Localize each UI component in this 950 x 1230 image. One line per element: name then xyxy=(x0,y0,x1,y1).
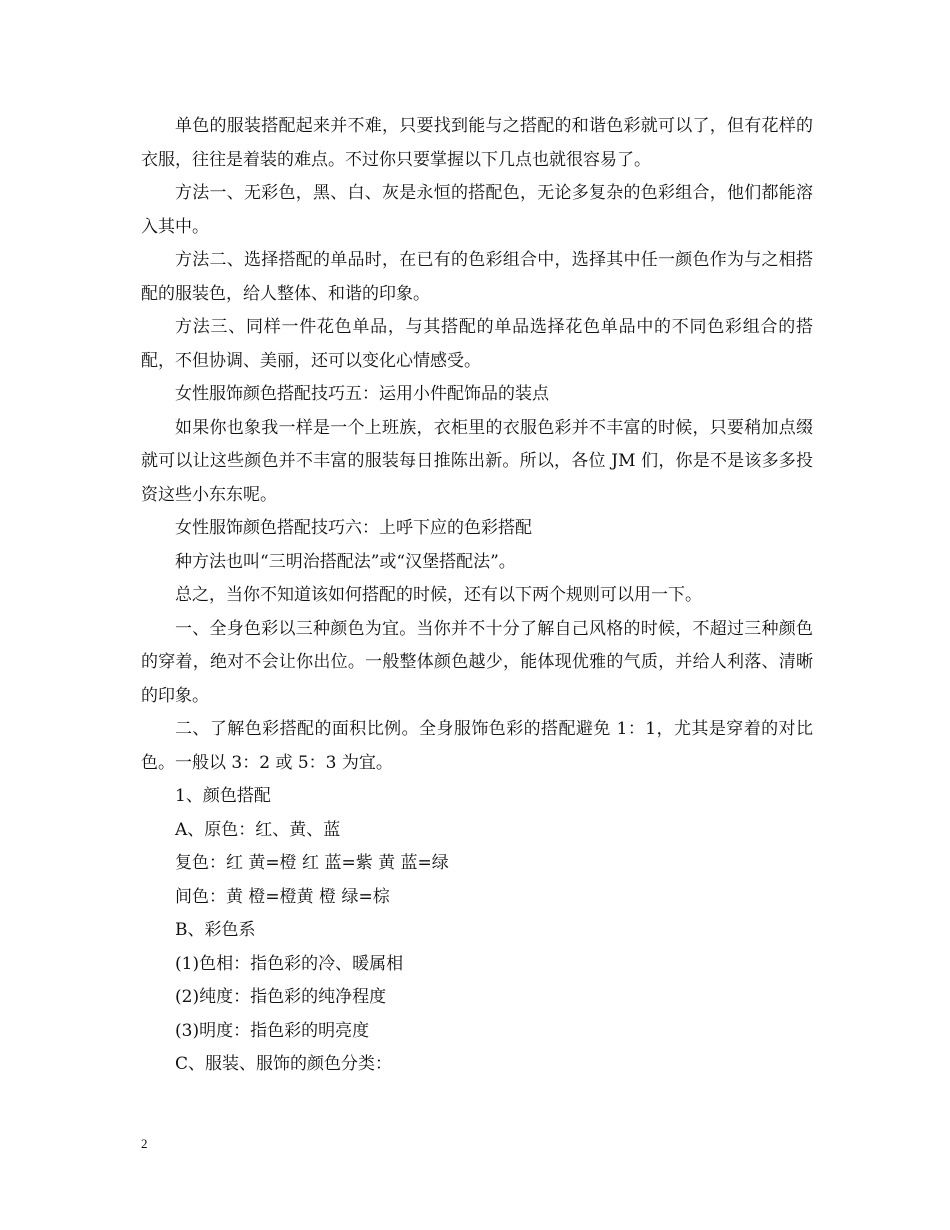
paragraph: 方法二、选择搭配的单品时，在已有的色彩组合中，选择其中任一颜色作为与之相搭配的服装色，给人整体、和谐的印象。 xyxy=(141,250,813,304)
paragraph: 一、全身色彩以三种颜色为宜。当你并不十分了解自己风格的时候，不超过三种颜色的穿着，绝对不会让你出位。一般整体颜色越少，能体现优雅的气质，并给人利落、清晰的印象。 xyxy=(141,618,813,706)
paragraph: 单色的服装搭配起来并不难，只要找到能与之搭配的和谐色彩就可以了，但有花样的衣服，往往是着装的难点。不过你只要掌握以下几点也就很容易了。 xyxy=(141,116,813,170)
list-heading: 1、颜色搭配 xyxy=(175,786,271,806)
list-item: 间色：黄 橙=橙黄 橙 绿=棕 xyxy=(175,886,390,907)
page-number: 2 xyxy=(141,1136,148,1151)
list-item: (3)明度：指色彩的明亮度 xyxy=(175,1020,370,1041)
list-item: C、服装、服饰的颜色分类： xyxy=(175,1054,393,1074)
section-heading: 女性服饰颜色搭配技巧五：运用小件配饰品的装点 xyxy=(175,384,549,404)
paragraph: 方法一、无彩色，黑、白、灰是永恒的搭配色，无论多复杂的色彩组合，他们都能溶入其中。 xyxy=(141,183,813,237)
paragraph: 如果你也象我一样是一个上班族，衣柜里的衣服色彩并不丰富的时候，只要稍加点缀就可以让这些颜色并不丰富的服装每日推陈出新。所以，各位 JM 们，你是不是该多多投资这些小东东呢。 xyxy=(141,417,813,505)
paragraph: 二、了解色彩搭配的面积比例。全身服饰色彩的搭配避免 1：1，尤其是穿着的对比色。一般以 3：2 或 5：3 为宜。 xyxy=(141,719,813,773)
list-item: (2)纯度：指色彩的纯净程度 xyxy=(175,987,387,1007)
paragraph: 总之，当你不知道该如何搭配的时候，还有以下两个规则可以用一下。 xyxy=(175,585,702,605)
list-item: A、原色：红、黄、蓝 xyxy=(175,819,341,840)
list-item: (1)色相：指色彩的冷、暖属相 xyxy=(175,953,404,974)
paragraph: 种方法也叫“三明治搭配法”或“汉堡搭配法”。 xyxy=(175,551,516,572)
document-body xyxy=(141,110,813,1082)
section-heading: 女性服饰颜色搭配技巧六：上呼下应的色彩搭配 xyxy=(175,518,532,538)
list-item: 复色：红 黄=橙 红 蓝=紫 黄 蓝=绿 xyxy=(175,853,449,873)
paragraph: 方法三、同样一件花色单品，与其搭配的单品选择花色单品中的不同色彩组合的搭配，不但协调、美丽，还可以变化心情感受。 xyxy=(141,317,813,371)
list-item: B、彩色系 xyxy=(175,920,256,940)
